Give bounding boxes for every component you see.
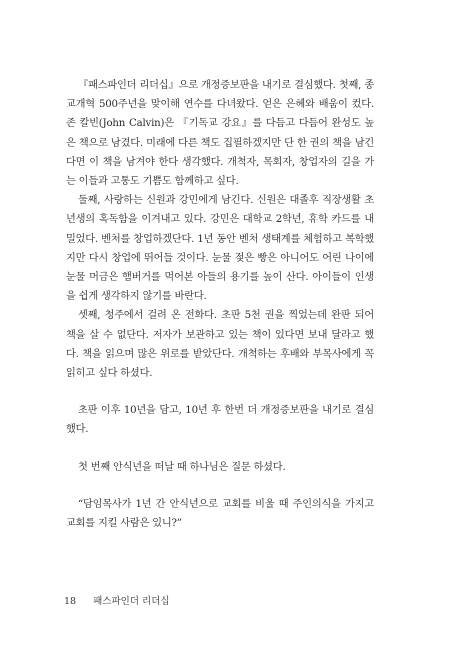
running-title: 패스파인더 리더십	[93, 596, 170, 607]
body-text	[66, 76, 374, 533]
paragraph-revision-reason-3: 셋째, 청주에서 걸려 온 전화다. 초판 5천 권을 찍었는데 완판 되어 책을 살 수 없단다. 저자가 보관하고 있는 책이 있다면 보내 달라고 했다. 책을 읽으며 많은 위로를 받았단다. 개척하는 후배와 부목사에게 꼭 읽히고 싶다 하셨다.	[66, 310, 374, 380]
paragraph-quote: “담임목사가 1년 간 안식년으로 교회를 비울 때 주인의식을 가지고 교회를 지킬 사람은 있니?”	[66, 498, 374, 530]
paragraph-revision-reason-2: 둘째, 사랑하는 신원과 강민에게 남긴다. 신원은 대졸후 직장생활 초년생의 혹독함을 이겨내고 있다. 강민은 대학교 2학년, 휴학 카드를 내밀었다. 벤처를 창업하겠단다. 1년 동안 벤처 생태계를 체험하고 복학했지만 다시 창업에 뛰어들 것이다. 눈물 젖은 빵은 아니어도 어린 나이에 눈물 머금은 햄버거를 먹어본 아들의 용기를 높이 산다. 아이들이 인생을 쉽게 생각하지 않기를 바란다.	[66, 195, 374, 303]
paragraph-revision-reason-1: 『패스파인더 리더십』으로 개정증보판을 내기로 결심했다. 첫째, 종교개혁 500주년을 맞이해 연수를 다녀왔다. 얻은 은혜와 배움이 컸다. 존 칼빈(John Calvin)은 『기독교 강요』를 다듬고 다듬어 완성도 높은 책으로 남겼다. 미래에 다른 책도 집필하겠지만 단 한 권의 책을 남긴다면 이 책을 남겨야 한다 생각했다. 개척자, 목회자, 창업자의 길을 가는 이들과 고통도 기쁨도 함께하고 싶다.	[66, 80, 374, 188]
paragraph-decision: 초판 이후 10년을 담고, 10년 후 한번 더 개정증보판을 내기로 결심했다.	[66, 405, 374, 436]
page-number: 18	[64, 596, 77, 607]
paragraph-sabbatical: 첫 번째 안식년을 떠날 때 하나님은 질문 하셨다.	[78, 461, 286, 473]
page-footer	[64, 593, 170, 607]
